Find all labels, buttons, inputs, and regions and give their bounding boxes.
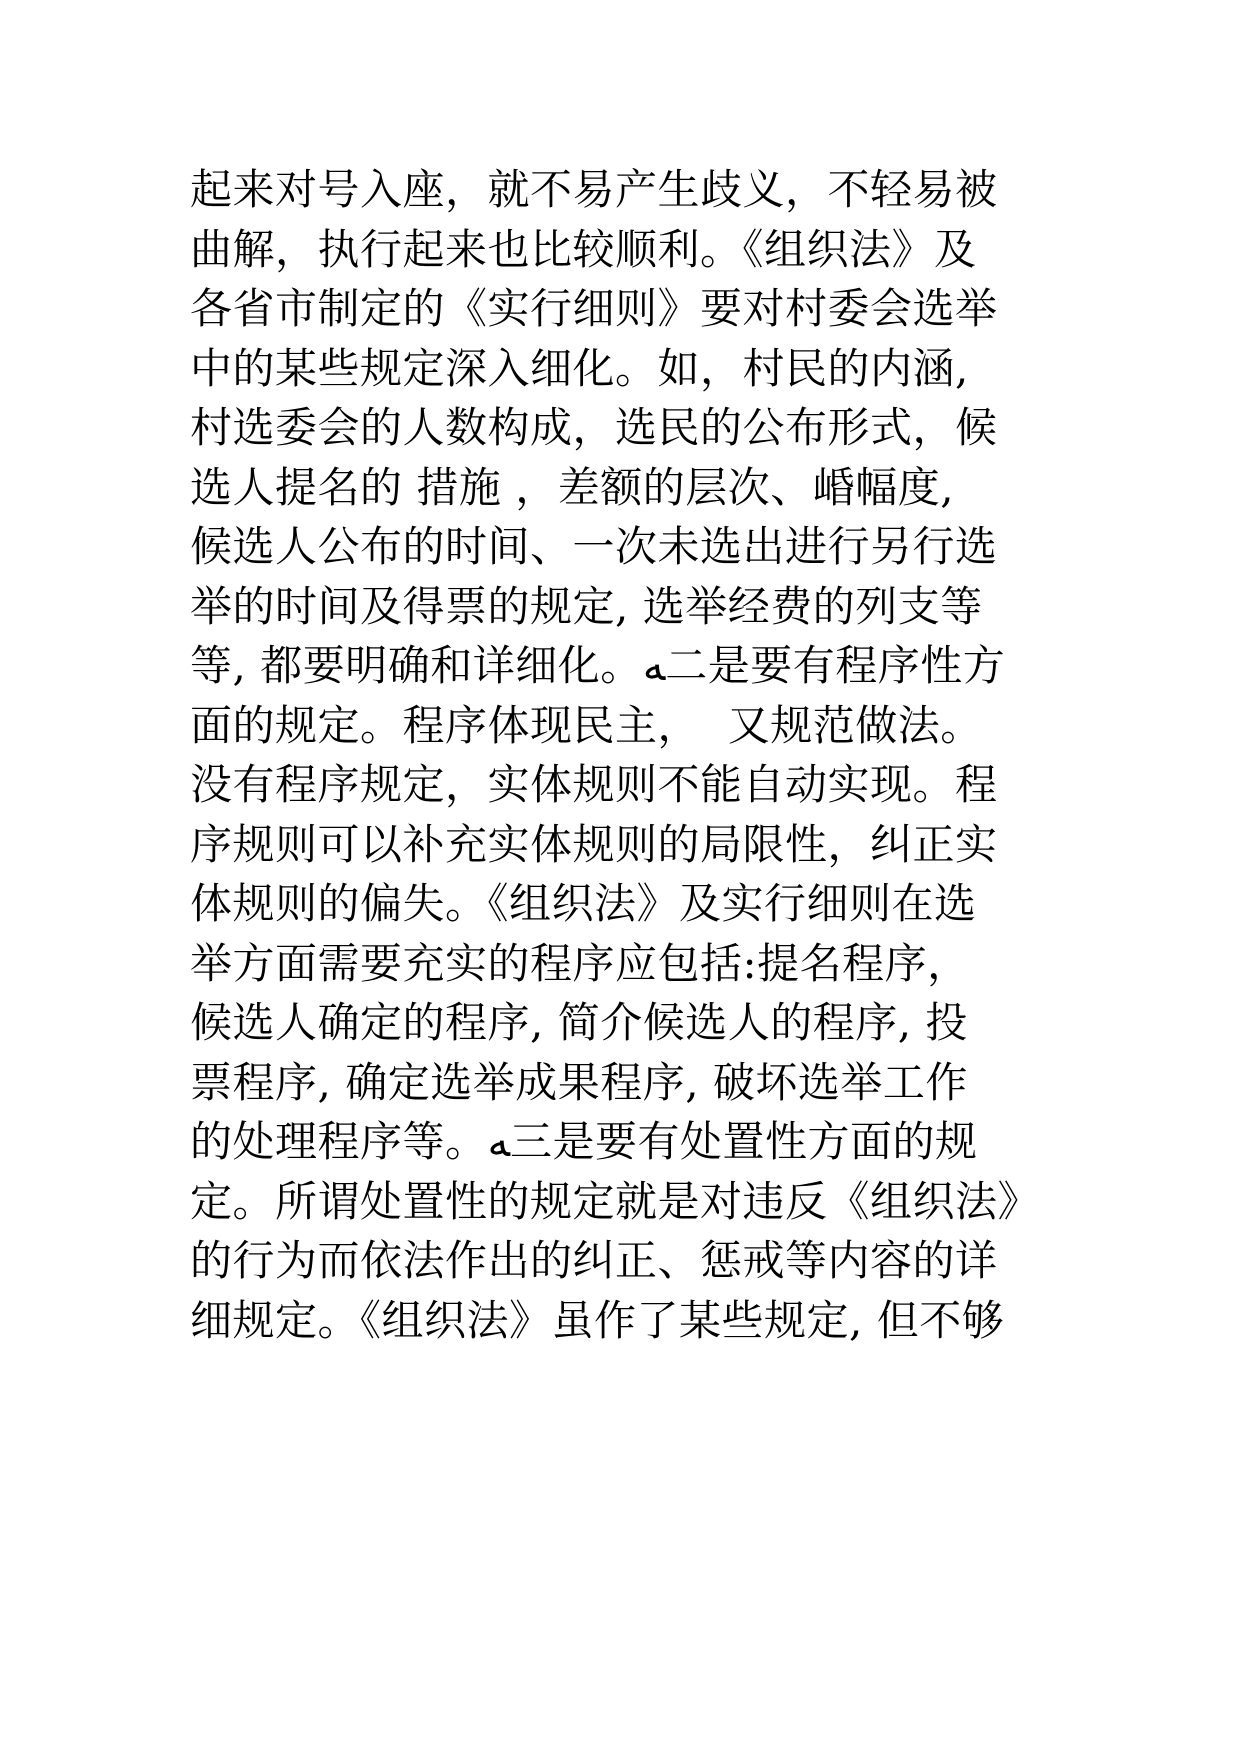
text-line: 没有程序规定，实体规则不能自动实现。程 [190,760,998,809]
text-line: 曲解，执行起来也比较顺利。《组织法》及 [190,224,977,274]
text-line: 序规则可以补充实体规则的局限性，纠正实 [190,819,998,869]
text-line: 体规则的偏失。《组织法》及实行细则在选 [190,879,977,928]
body-text [190,160,1070,1350]
text-line: 村选委会的人数构成，选民的公布形式，候 [190,403,998,452]
text-line: 举方面需要充实的程序应包括:提名程序， [190,938,970,988]
text-line: 定。所谓处置性的规定就是对违反《组织法》 [190,1176,1041,1226]
text-line: 各省市制定的《实行细则》要对村委会选举 [190,284,998,333]
text-line: 的处理程序等。ﻪ三是要有处置性方面的规 [190,1117,978,1166]
text-line: 的行为而依法作出的纠正、惩戒等内容的详 [190,1236,998,1285]
text-line: 中的某些规定深入细化。如，村民的内涵, [190,343,969,393]
text-line: 起来对号入座，就不易产生歧义，不轻易被 [190,165,998,214]
text-line: 细规定。《组织法》虽作了某些规定, 但不够 [190,1295,1005,1345]
text-line: 票程序, 确定选举成果程序, 破坏选举工作 [190,1057,968,1107]
text-line: 候选人公布的时间、一次未选出进行另行选 [190,522,998,571]
text-line: 等, 都要明确和详细化。ﻪ二是要有程序性方 [190,641,1006,690]
text-line: 举的时间及得票的规定, 选举经费的列支等 [190,581,983,631]
text-line: 候选人确定的程序, 简介候选人的程序, 投 [190,998,968,1047]
text-line: 面的规定。程序体现民主， 又规范做法。 [190,700,983,750]
text-line: 选人提名的 措施 ，差额的层次、崏幅度, [190,462,955,512]
